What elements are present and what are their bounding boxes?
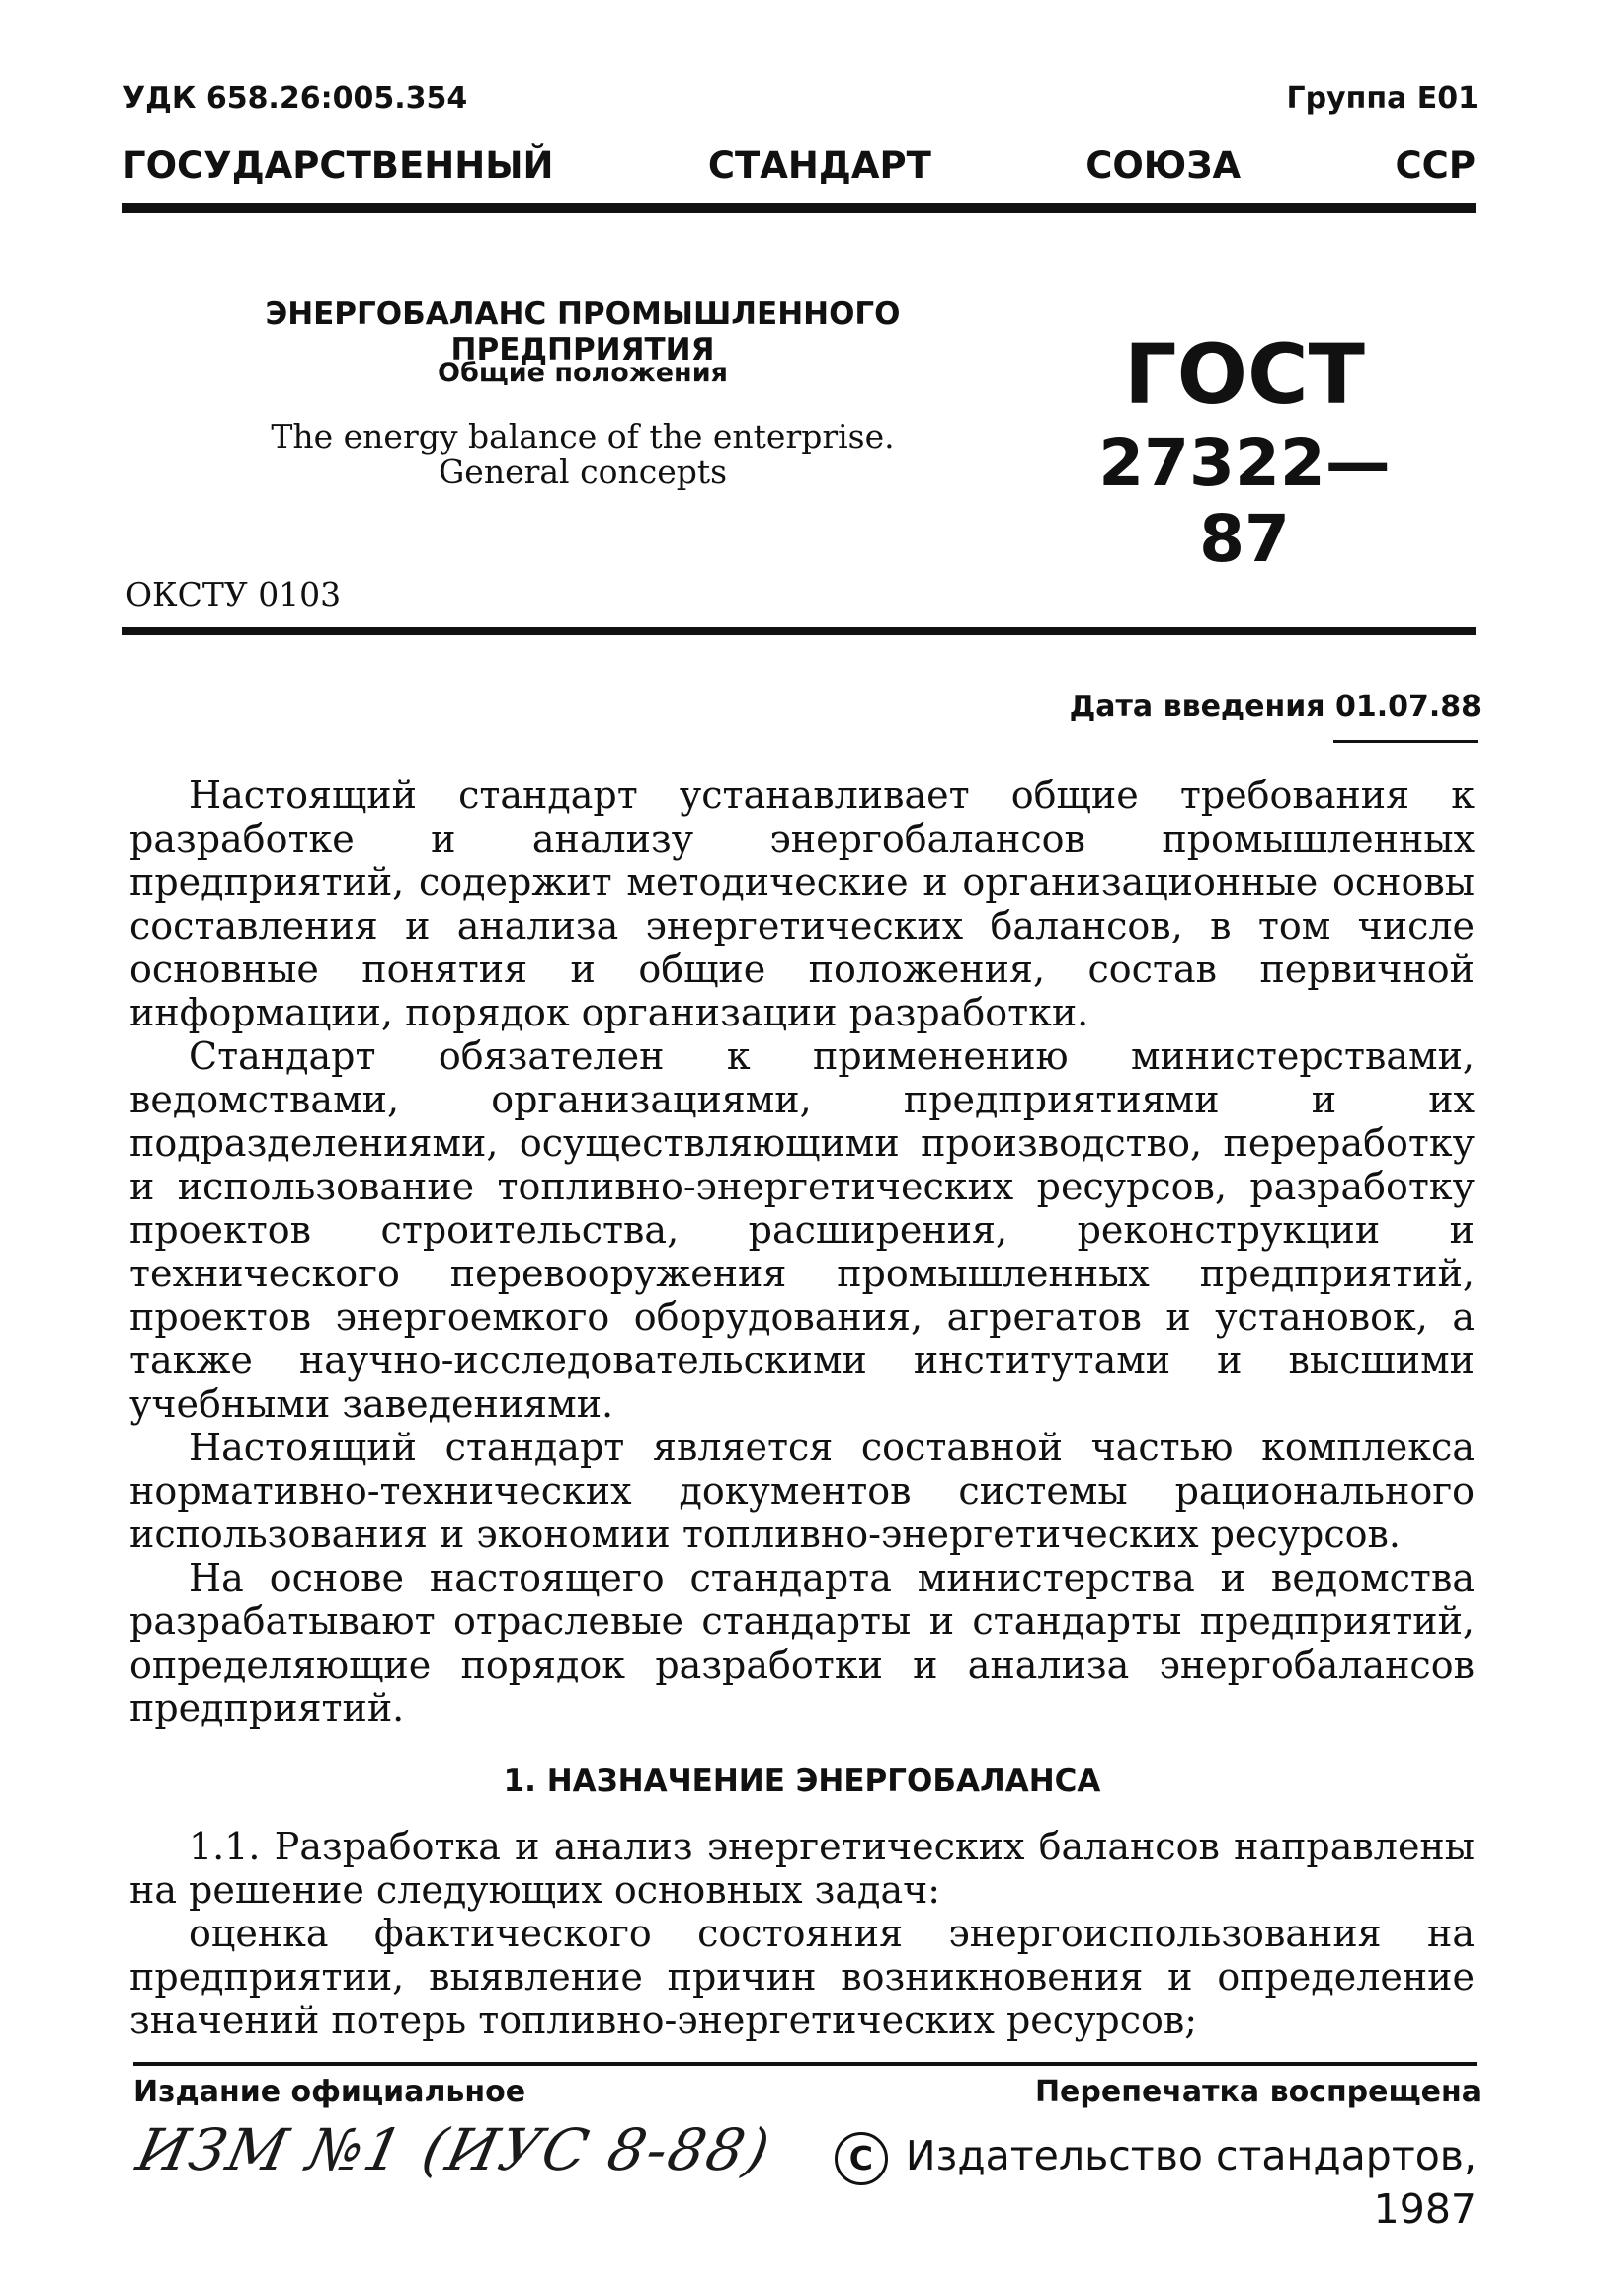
document-subtitle: Общие положения bbox=[438, 358, 728, 388]
banner-word: ССР bbox=[1395, 144, 1476, 187]
publisher-text: Издательство стандартов, 1987 bbox=[905, 2132, 1477, 2233]
banner-word: ГОСУДАРСТВЕННЫЙ bbox=[122, 144, 554, 187]
gost-label: ГОСТ bbox=[1124, 326, 1365, 423]
paragraph: Стандарт обязателен к применению министерствами, ведомствами, организациями, предприятиями и их подразделениями, осуществляющими производство, переработку и использование топливно-энергетических ресурсов, разработку проектов строительства, расширения, реконструкции и технического перевооружения промышленных предприятий, проектов энергоемкого оборудования, агрегатов и установок, а также научно-исследовательскими институтами и высшими учебными заведениями. bbox=[129, 1034, 1475, 1426]
top-rule-divider bbox=[122, 203, 1476, 213]
english-title bbox=[128, 419, 1037, 490]
date-underline bbox=[1333, 740, 1478, 743]
gost-number: 27322—87 bbox=[1098, 425, 1391, 577]
middle-rule-divider bbox=[122, 627, 1476, 635]
introduction-date: Дата введения 01.07.88 bbox=[1069, 690, 1482, 724]
paragraph: оценка фактического состояния энергоиспользования на предприятии, выявление причин возникновения и определение значений потерь топливно-энергетических ресурсов; bbox=[129, 1912, 1475, 2042]
publisher-line bbox=[785, 2132, 1477, 2233]
group-code: Группа Е01 bbox=[1286, 81, 1479, 116]
paragraph: Настоящий стандарт является составной частью комплекса нормативно-технических документов системы рационального использования и экономии топливно-энергетических ресурсов. bbox=[129, 1426, 1475, 1556]
english-title-line: The energy balance of the enterprise. bbox=[271, 417, 895, 455]
reprint-notice: Перепечатка воспрещена bbox=[1034, 2075, 1482, 2109]
state-standard-banner bbox=[122, 144, 1476, 187]
paragraph: Настоящий стандарт устанавливает общие требования к разработке и анализу энергобалансов промышленных предприятий, содержит методические и организационные основы составления и анализа энергетических балансов, в том числе основные понятия и общие положения, состав первичной информации, порядок организации разработки. bbox=[129, 774, 1475, 1034]
udk-code: УДК 658.26:005.354 bbox=[122, 81, 468, 116]
paragraph: На основе настоящего стандарта министерства и ведомства разрабатывают отраслевые стандарты и стандарты предприятий, определяющие порядок разработки и анализа энергобалансов предприятий. bbox=[129, 1556, 1475, 1730]
banner-word: СОЮЗА bbox=[1085, 144, 1242, 187]
section-heading: 1. НАЗНАЧЕНИЕ ЭНЕРГОБАЛАНСА bbox=[503, 1763, 1101, 1799]
document-title: ЭНЕРГОБАЛАНС ПРОМЫШЛЕННОГО ПРЕДПРИЯТИЯ bbox=[265, 296, 901, 368]
english-title-line: General concepts bbox=[438, 452, 728, 491]
banner-word: СТАНДАРТ bbox=[707, 144, 931, 187]
bottom-rule-divider bbox=[133, 2062, 1477, 2066]
official-edition-label: Издание официальное bbox=[133, 2075, 526, 2109]
copyright-icon: C bbox=[835, 2132, 888, 2185]
handwritten-amendment-note: ИЗМ №1 (ИУС 8-88) bbox=[130, 2116, 777, 2183]
okstu-code: ОКСТУ 0103 bbox=[125, 575, 342, 614]
body-text bbox=[129, 774, 1475, 2042]
paragraph: 1.1. Разработка и анализ энергетических балансов направлены на решение следующих основных задач: bbox=[129, 1825, 1475, 1912]
